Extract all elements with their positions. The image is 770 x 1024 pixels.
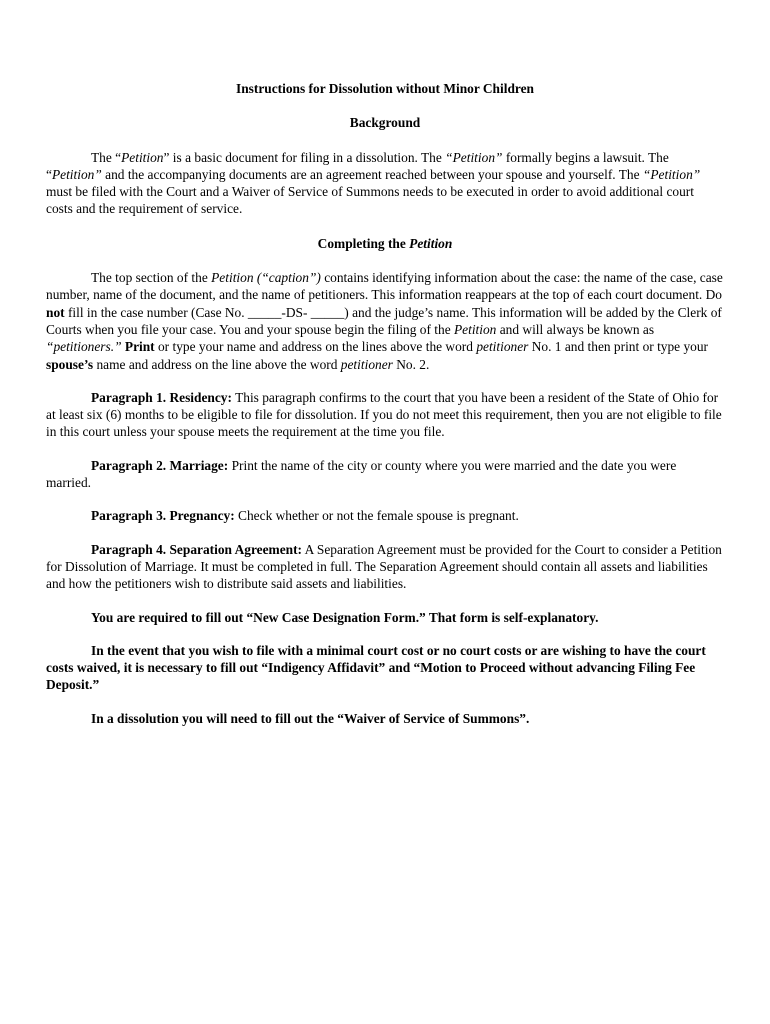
new-case-form-paragraph: You are required to fill out “New Case Designation Form.” That form is self-explanatory. xyxy=(91,609,599,625)
caption-text: No. 2. xyxy=(392,356,430,372)
background-text: Petition xyxy=(121,149,164,165)
background-text: “Petition” xyxy=(445,149,503,165)
background-text: and the accompanying documents are an agreement reached between your spouse and yourself. The xyxy=(101,166,643,182)
residency-text: This paragraph confirms to the court that you have been a resident of the State of Ohio for at least six (6) months to be eligible to file for dissolution. If you do not meet this requirement, then you are not eligible to file in this court unless your spouse meets the requirement at the time you file. xyxy=(46,389,722,440)
background-text: Petition” xyxy=(51,166,102,182)
caption-text: not xyxy=(46,304,65,320)
caption-text: fill in the case number (Case No. _____-DS- _____) and the judge’s name. This information will be added by the Clerk of Courts when you file your case. You and your spouse begin the filing of the xyxy=(46,304,722,337)
completing-heading-text: Completing the xyxy=(317,235,410,251)
pregnancy-label: Paragraph 3. Pregnancy: xyxy=(91,508,235,524)
marriage-paragraph xyxy=(46,457,724,492)
pregnancy-text: Check whether or not the female spouse is pregnant. xyxy=(234,508,519,524)
pregnancy-paragraph xyxy=(46,507,724,524)
waiver-paragraph: In a dissolution you will need to fill out the “Waiver of Service of Summons”. xyxy=(91,710,530,726)
marriage-label: Paragraph 2. Marriage: xyxy=(91,457,229,473)
caption-text: Petition xyxy=(453,321,497,337)
background-text: must be filed with the Court and a Waiver of Service of Summons needs to be executed in order to avoid additional court costs and the requirement of service. xyxy=(46,184,694,217)
caption-text: and will always be known as xyxy=(496,321,655,337)
background-text: The “ xyxy=(91,149,122,165)
caption-text: or type your name and address on the lines above the word xyxy=(154,339,477,355)
document-title: Instructions for Dissolution without Minor Children xyxy=(236,81,534,96)
caption-text: petitioner xyxy=(340,356,393,372)
completing-heading-italic: Petition xyxy=(409,235,453,251)
caption-text: petitioner xyxy=(476,339,529,355)
residency-label: Paragraph 1. Residency: xyxy=(91,389,232,405)
residency-paragraph xyxy=(46,389,724,441)
completing-heading xyxy=(46,235,724,252)
caption-text: contains identifying information about the case: the name of the case, case number, name of the document, and the name of petitioners. This information reappears at the top of each court document. Do xyxy=(46,270,723,303)
marriage-text: Print the name of the city or county where you were married and the date you were married. xyxy=(46,457,677,491)
background-text: formally begins a lawsuit. The “ xyxy=(46,149,669,182)
background-text: ” is a basic document for filing in a dissolution. The xyxy=(163,149,446,165)
caption-text: Petition (“caption”) xyxy=(211,270,321,286)
caption-text: Print xyxy=(124,339,155,355)
background-heading: Background xyxy=(349,115,421,131)
caption-text: “petitioners.” xyxy=(46,339,122,355)
separation-label: Paragraph 4. Separation Agreement: xyxy=(91,541,302,557)
caption-paragraph xyxy=(46,269,724,373)
indigency-paragraph: In the event that you wish to file with a minimal court cost or no court costs or are wishing to have the court costs waived, it is necessary to fill out “Indigency Affidavit” and “Motion to Proceed without advancing Filing Fee Deposit.” xyxy=(46,642,706,693)
caption-text: The top section of the xyxy=(91,270,212,286)
caption-text: spouse’s xyxy=(46,356,94,372)
background-text: “Petition” xyxy=(642,166,701,182)
separation-text: A Separation Agreement must be provided for the Court to consider a Petition for Dissolution of Marriage. It must be completed in full. The Separation Agreement should contain all assets and liabilities and how the petitioners wish to distribute said assets and liabilities. xyxy=(46,541,722,592)
caption-text: No. 1 and then print or type your xyxy=(528,339,709,355)
separation-paragraph xyxy=(46,541,724,593)
background-paragraph xyxy=(46,149,724,218)
caption-text: name and address on the line above the word xyxy=(93,356,341,372)
document-page xyxy=(46,80,724,727)
